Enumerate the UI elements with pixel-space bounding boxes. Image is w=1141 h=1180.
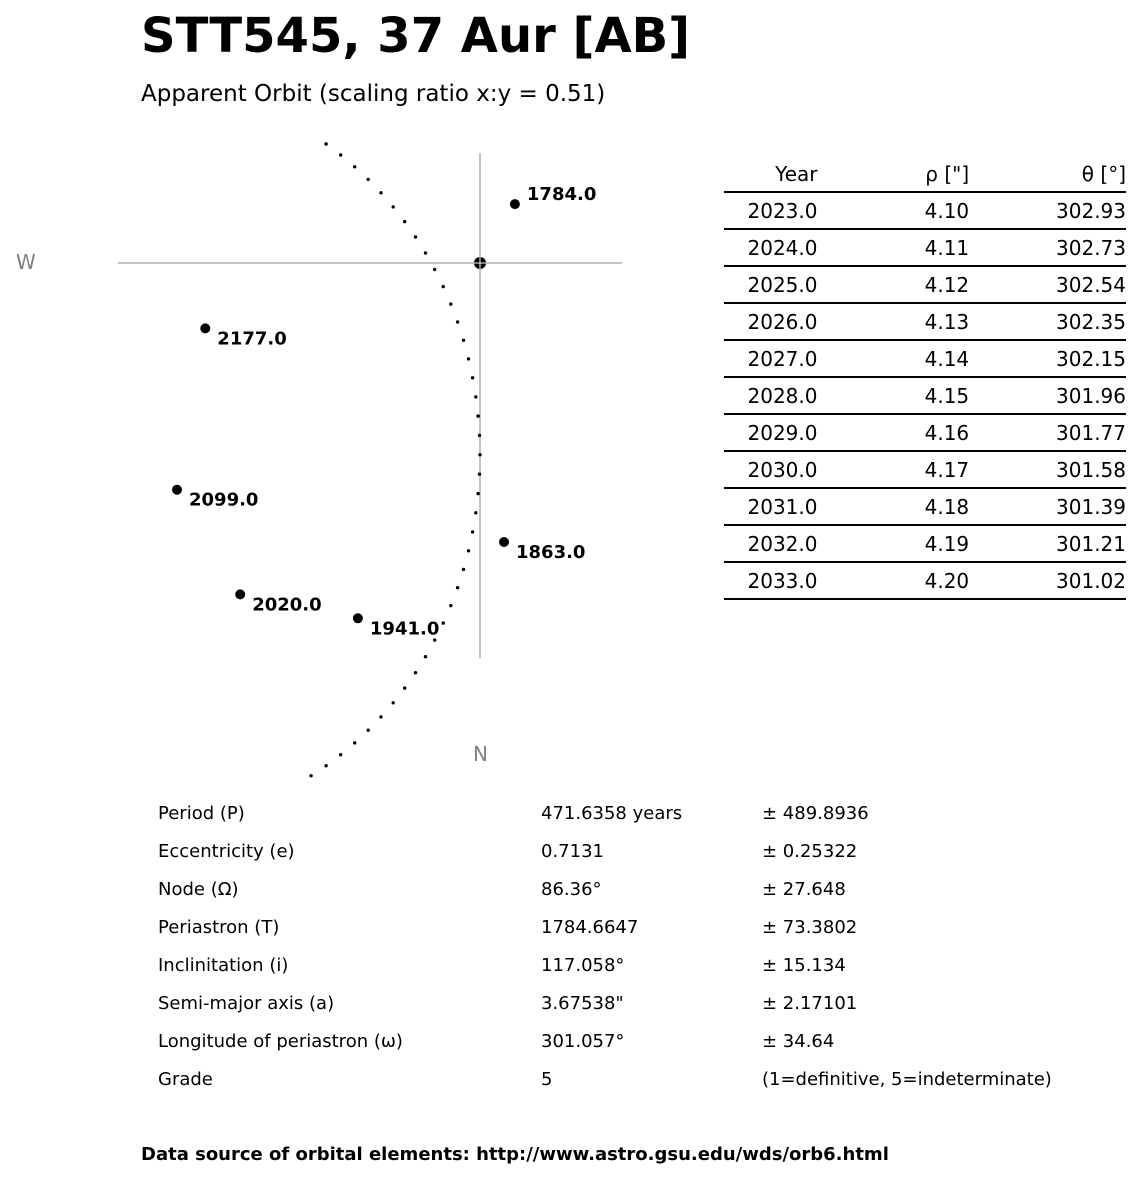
orbit-dot bbox=[339, 753, 342, 756]
epoch-marker bbox=[172, 485, 182, 495]
orbit-dot bbox=[414, 235, 417, 238]
ephemeris-rho-cell: 4.11 bbox=[817, 229, 969, 266]
compass-north-label: N bbox=[473, 742, 488, 766]
orbit-plot bbox=[0, 140, 700, 780]
ephemeris-theta-cell: 302.35 bbox=[969, 303, 1126, 340]
ephemeris-year-cell: 2031.0 bbox=[724, 488, 817, 525]
element-value-cell: 301.057° bbox=[541, 1030, 625, 1052]
ephemeris-theta-cell: 301.02 bbox=[969, 562, 1126, 599]
ephemeris-theta-cell: 301.58 bbox=[969, 451, 1126, 488]
ephemeris-header-row bbox=[724, 156, 1126, 192]
orbital-element-row bbox=[158, 870, 1052, 908]
element-value-cell: 5 bbox=[541, 1068, 553, 1090]
ephemeris-header-year: Year bbox=[724, 156, 817, 192]
ephemeris-year-cell: 2030.0 bbox=[724, 451, 817, 488]
orbital-element-row bbox=[158, 984, 1052, 1022]
compass-west-label: W bbox=[16, 250, 36, 274]
epoch-label: 2099.0 bbox=[189, 489, 259, 511]
orbit-dot bbox=[433, 268, 436, 271]
orbit-dot bbox=[424, 251, 427, 254]
element-name-cell: Node (Ω) bbox=[158, 878, 239, 900]
ephemeris-row bbox=[724, 377, 1126, 414]
ephemeris-year-cell: 2027.0 bbox=[724, 340, 817, 377]
ephemeris-theta-cell: 301.39 bbox=[969, 488, 1126, 525]
orbit-dot bbox=[471, 376, 474, 379]
orbital-element-row bbox=[158, 1060, 1052, 1098]
orbit-dot bbox=[353, 165, 356, 168]
orbit-dot bbox=[324, 142, 327, 145]
element-error-cell: ± 2.17101 bbox=[762, 992, 858, 1014]
ephemeris-theta-cell: 302.73 bbox=[969, 229, 1126, 266]
ephemeris-body bbox=[724, 192, 1126, 599]
orbit-dot bbox=[392, 701, 395, 704]
orbit-dot bbox=[478, 434, 481, 437]
element-name-cell: Inclinitation (i) bbox=[158, 954, 289, 976]
orbit-dot bbox=[353, 741, 356, 744]
ephemeris-row bbox=[724, 488, 1126, 525]
ephemeris-rho-cell: 4.20 bbox=[817, 562, 969, 599]
epoch-label: 1784.0 bbox=[526, 184, 597, 206]
ephemeris-year-cell: 2033.0 bbox=[724, 562, 817, 599]
ephemeris-year-cell: 2023.0 bbox=[724, 192, 817, 229]
orbit-dot bbox=[309, 774, 312, 777]
ephemeris-row bbox=[724, 525, 1126, 562]
orbit-dot bbox=[467, 357, 470, 360]
ephemeris-row bbox=[724, 192, 1126, 229]
orbit-dot bbox=[467, 549, 470, 552]
ephemeris-rho-cell: 4.12 bbox=[817, 266, 969, 303]
orbit-dot bbox=[403, 220, 406, 223]
ephemeris-row bbox=[724, 414, 1126, 451]
epoch-markers bbox=[172, 184, 596, 639]
element-value-cell: 117.058° bbox=[541, 954, 625, 976]
ephemeris-theta-cell: 302.93 bbox=[969, 192, 1126, 229]
orbit-dot bbox=[414, 671, 417, 674]
orbit-dot bbox=[324, 764, 327, 767]
ephemeris-table bbox=[724, 156, 1126, 600]
element-error-cell: ± 489.8936 bbox=[762, 802, 869, 824]
chart-subtitle: Apparent Orbit (scaling ratio x:y = 0.51) bbox=[141, 81, 606, 107]
ephemeris-year-cell: 2028.0 bbox=[724, 377, 817, 414]
ephemeris-rho-cell: 4.18 bbox=[817, 488, 969, 525]
orbit-dot bbox=[476, 414, 479, 417]
orbit-dot bbox=[403, 686, 406, 689]
orbit-dot bbox=[456, 320, 459, 323]
data-source-footer: Data source of orbital elements: http://www.astro.gsu.edu/wds/orb6.html bbox=[141, 1144, 889, 1165]
ephemeris-rho-cell: 4.15 bbox=[817, 377, 969, 414]
orbital-element-row bbox=[158, 832, 1052, 870]
ephemeris-row bbox=[724, 229, 1126, 266]
ephemeris-row bbox=[724, 451, 1126, 488]
orbit-dot bbox=[474, 511, 477, 514]
orbit-dot bbox=[462, 568, 465, 571]
ephemeris-row bbox=[724, 562, 1126, 599]
element-name-cell: Period (P) bbox=[158, 802, 245, 824]
ephemeris-row bbox=[724, 340, 1126, 377]
ephemeris-year-cell: 2025.0 bbox=[724, 266, 817, 303]
element-value-cell: 471.6358 years bbox=[541, 802, 683, 824]
ephemeris-header-rho: ρ ["] bbox=[817, 156, 969, 192]
ephemeris-year-cell: 2026.0 bbox=[724, 303, 817, 340]
orbit-dot bbox=[442, 621, 445, 624]
orbit-dot bbox=[478, 473, 481, 476]
axes-layer bbox=[118, 153, 622, 658]
orbit-dot bbox=[392, 205, 395, 208]
orbit-dot bbox=[367, 729, 370, 732]
ephemeris-theta-cell: 302.15 bbox=[969, 340, 1126, 377]
epoch-label: 2177.0 bbox=[217, 328, 287, 350]
epoch-marker bbox=[353, 613, 363, 623]
element-name-cell: Semi-major axis (a) bbox=[158, 992, 335, 1014]
orbit-dot bbox=[476, 492, 479, 495]
epoch-label: 1941.0 bbox=[369, 618, 440, 640]
orbital-element-row bbox=[158, 1022, 1052, 1060]
element-error-cell: ± 34.64 bbox=[762, 1030, 835, 1052]
ephemeris-rho-cell: 4.14 bbox=[817, 340, 969, 377]
orbital-elements-body bbox=[158, 794, 1052, 1098]
epoch-marker bbox=[200, 323, 210, 333]
ephemeris-header-theta: θ [°] bbox=[969, 156, 1126, 192]
element-error-cell: ± 15.134 bbox=[762, 954, 846, 976]
element-error-cell: ± 27.648 bbox=[762, 878, 846, 900]
page-title: STT545, 37 Aur [AB] bbox=[141, 8, 691, 64]
primary-star bbox=[474, 257, 486, 269]
orbit-dot bbox=[379, 191, 382, 194]
orbit-dot bbox=[379, 715, 382, 718]
element-error-cell: (1=definitive, 5=indeterminate) bbox=[762, 1068, 1052, 1090]
orbital-elements-table bbox=[158, 794, 1052, 1098]
element-value-cell: 86.36° bbox=[541, 878, 602, 900]
element-name-cell: Periastron (T) bbox=[158, 916, 280, 938]
orbital-element-row bbox=[158, 908, 1052, 946]
epoch-label: 2020.0 bbox=[252, 594, 322, 616]
orbit-dot bbox=[456, 586, 459, 589]
ephemeris-row bbox=[724, 303, 1126, 340]
ephemeris-year-cell: 2024.0 bbox=[724, 229, 817, 266]
element-name-cell: Grade bbox=[158, 1068, 213, 1090]
orbit-dot bbox=[471, 530, 474, 533]
ephemeris-theta-cell: 301.77 bbox=[969, 414, 1126, 451]
orbit-dot bbox=[474, 395, 477, 398]
ephemeris-rho-cell: 4.17 bbox=[817, 451, 969, 488]
epoch-label: 1863.0 bbox=[516, 542, 586, 563]
epoch-marker bbox=[235, 589, 245, 599]
ephemeris-row bbox=[724, 266, 1126, 303]
element-name-cell: Longitude of periastron (ω) bbox=[158, 1030, 403, 1052]
element-name-cell: Eccentricity (e) bbox=[158, 840, 295, 862]
ephemeris-theta-cell: 301.96 bbox=[969, 377, 1126, 414]
ephemeris-rho-cell: 4.13 bbox=[817, 303, 969, 340]
element-error-cell: ± 73.3802 bbox=[762, 916, 858, 938]
epoch-marker bbox=[499, 537, 509, 547]
orbit-dot bbox=[442, 285, 445, 288]
ephemeris-rho-cell: 4.10 bbox=[817, 192, 969, 229]
ephemeris-theta-cell: 301.21 bbox=[969, 525, 1126, 562]
orbit-dot bbox=[424, 655, 427, 658]
orbital-element-row bbox=[158, 794, 1052, 832]
orbit-dot bbox=[462, 339, 465, 342]
ephemeris-theta-cell: 302.54 bbox=[969, 266, 1126, 303]
orbit-path bbox=[0, 140, 482, 780]
orbit-dot bbox=[478, 453, 481, 456]
element-value-cell: 1784.6647 bbox=[541, 916, 639, 938]
element-value-cell: 3.67538" bbox=[541, 992, 624, 1014]
ephemeris-rho-cell: 4.16 bbox=[817, 414, 969, 451]
orbit-dot bbox=[367, 178, 370, 181]
epoch-marker bbox=[510, 199, 520, 209]
ephemeris-year-cell: 2029.0 bbox=[724, 414, 817, 451]
element-value-cell: 0.7131 bbox=[541, 840, 604, 862]
orbit-dot bbox=[449, 302, 452, 305]
orbit-dot bbox=[339, 153, 342, 156]
element-error-cell: ± 0.25322 bbox=[762, 840, 858, 862]
orbit-dot bbox=[449, 604, 452, 607]
ephemeris-rho-cell: 4.19 bbox=[817, 525, 969, 562]
orbital-element-row bbox=[158, 946, 1052, 984]
ephemeris-year-cell: 2032.0 bbox=[724, 525, 817, 562]
